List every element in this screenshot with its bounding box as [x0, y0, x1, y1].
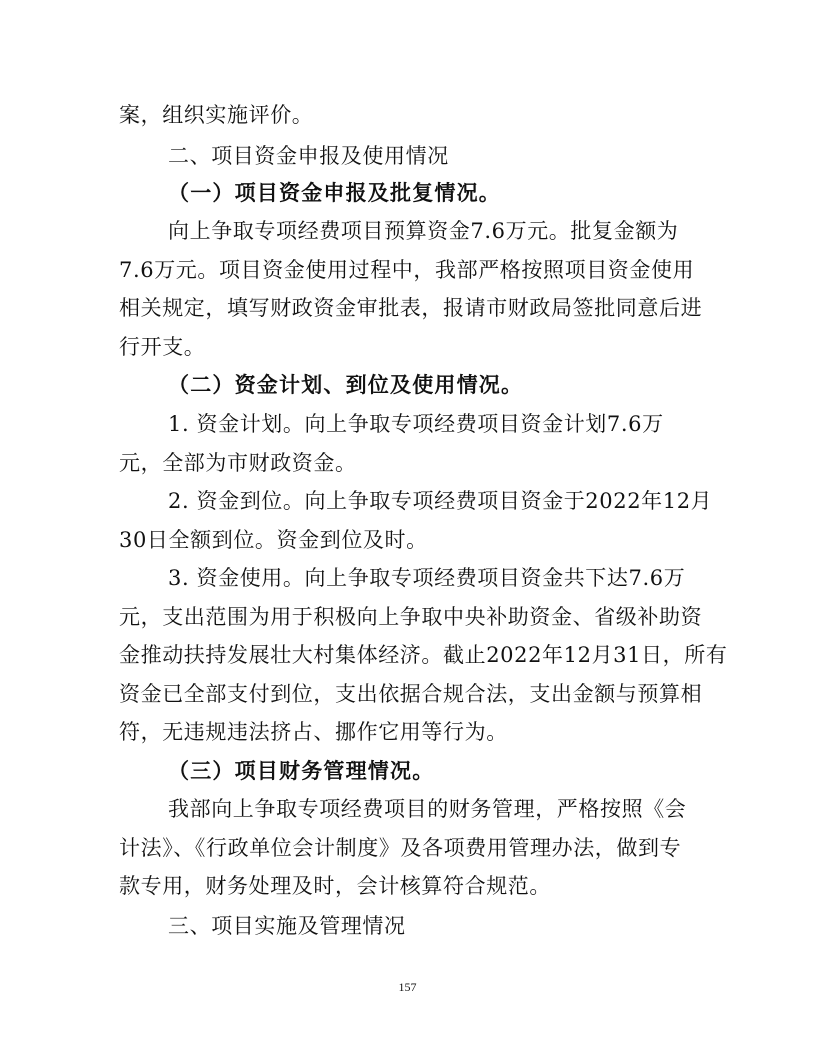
- body-text-line: 计法》、《行政单位会计制度》及各项费用管理办法，做到专: [119, 836, 682, 860]
- body-text-line: 款专用，财务处理及时，会计核算符合规范。: [119, 874, 551, 898]
- subsection-heading: （二）资金计划、到位及使用情况。: [168, 373, 524, 397]
- body-text-line: 相关规定，填写财政资金审批表，报请市财政局签批同意后进: [119, 296, 703, 320]
- subsection-heading: （一）项目资金申报及批复情况。: [168, 181, 501, 205]
- body-text-line: 向上争取专项经费项目预算资金7.6万元。批复金额为: [168, 219, 679, 243]
- body-text-line: 案，组织实施评价。: [119, 103, 314, 127]
- body-text-line: 行开支。: [119, 335, 206, 359]
- body-text-line: 7.6万元。项目资金使用过程中，我部严格按照项目资金使用: [119, 258, 695, 282]
- subsection-heading: （三）项目财务管理情况。: [168, 759, 435, 783]
- section-heading: 二、项目资金申报及使用情况: [168, 144, 449, 168]
- body-text-line: 元，全部为市财政资金。: [119, 451, 357, 475]
- list-item: 1. 资金计划。向上争取专项经费项目资金计划7.6万: [168, 412, 664, 436]
- body-text-line: 金推动扶持发展壮大村集体经济。截止2022年12月31日，所有: [119, 643, 728, 667]
- body-text-line: 符，无违规违法挤占、挪作它用等行为。: [119, 720, 508, 744]
- body-text-line: 元，支出范围为用于积极向上争取中央补助资金、省级补助资: [119, 605, 703, 629]
- list-item: 3. 资金使用。向上争取专项经费项目资金共下达7.6万: [168, 566, 686, 590]
- body-text-line: 30日全额到位。资金到位及时。: [119, 528, 428, 552]
- body-text-line: 我部向上争取专项经费项目的财务管理，严格按照《会: [168, 797, 687, 821]
- page-number: 157: [398, 980, 417, 994]
- list-item: 2. 资金到位。向上争取专项经费项目资金于2022年12月: [168, 489, 713, 513]
- section-heading: 三、项目实施及管理情况: [168, 914, 406, 938]
- body-text-line: 资金已全部支付到位，支出依据合规合法，支出金额与预算相: [119, 682, 703, 706]
